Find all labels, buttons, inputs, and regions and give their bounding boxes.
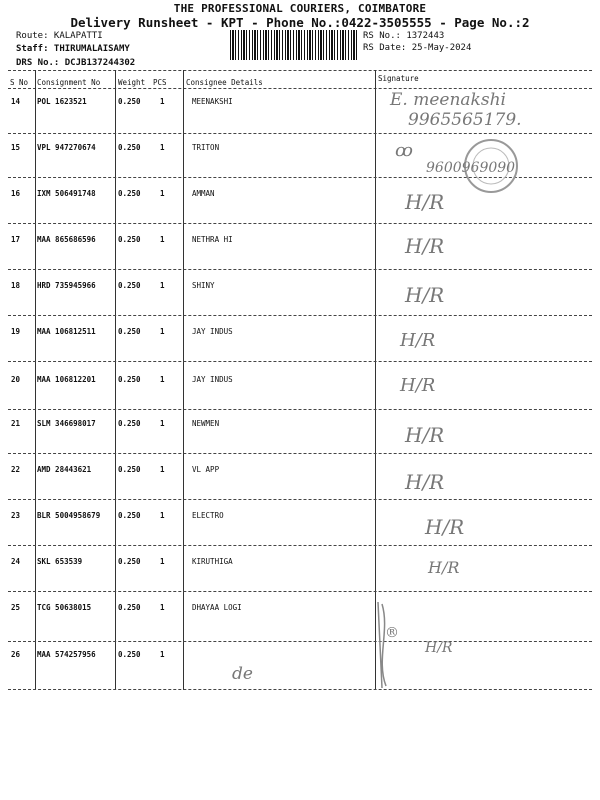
signature-hr: H/R [428,558,460,577]
row-consignee: DHAYAA LOGI [192,603,242,612]
signature-initial: ® [385,625,399,641]
row-weight: 0.250 [118,375,141,384]
row-consignment: BLR 5004958679 [37,511,101,520]
row-consignee: TRITON [192,143,220,152]
row-sno: 24 [11,557,21,566]
row-consignee: ELECTRO [192,511,224,520]
row-consignment: MAA 106812511 [37,327,96,336]
route-label: Route: KALAPATTI [16,31,103,41]
row-rule [8,361,592,362]
row-rule [8,453,592,454]
row-consignment: VPL 947270674 [37,143,96,152]
row-pcs: 1 [160,327,165,336]
col-weight: Weight [118,78,146,87]
row-rule [8,545,592,546]
signature-meenakshi: E. meenakshi [390,90,506,110]
row-pcs: 1 [160,419,165,428]
row-rule [8,689,592,690]
row-consignee: SHINY [192,281,215,290]
row-sno: 20 [11,375,21,384]
row-sno: 21 [11,419,21,428]
signature-hr: H/R [405,423,445,447]
row-pcs: 1 [160,511,165,520]
row-rule [8,223,592,224]
col-divider [35,70,36,690]
signature-hr: H/R [425,515,465,539]
row-consignment: SLM 346698017 [37,419,96,428]
header-top-rule [8,70,592,71]
row-weight: 0.250 [118,511,141,520]
row-weight: 0.250 [118,327,141,336]
row-weight: 0.250 [118,603,141,612]
signature-scribble: ꝏ [395,140,413,161]
row-weight: 0.250 [118,465,141,474]
row-weight: 0.250 [118,235,141,244]
row-weight: 0.250 [118,189,141,198]
row-sno: 23 [11,511,21,520]
signature-phone: 9600969090 [426,160,516,176]
row-sno: 18 [11,281,21,290]
col-divider [183,70,184,690]
row-consignee: KIRUTHIGA [192,557,233,566]
row-pcs: 1 [160,189,165,198]
row-pcs: 1 [160,235,165,244]
rs-number: RS No.: 1372443 [363,31,445,41]
header-bottom-rule [8,88,592,89]
signature-hr: H/R [400,375,436,396]
col-pcs: PCS [153,78,167,87]
row-weight: 0.250 [118,557,141,566]
row-consignee: JAY INDUS [192,327,233,336]
row-rule [8,409,592,410]
col-divider [115,70,116,690]
staff-label: Staff: THIRUMALAISAMY [16,44,130,54]
signature-hr: H/R [425,640,453,656]
signature-hr: H/R [405,234,445,258]
row-pcs: 1 [160,603,165,612]
row-weight: 0.250 [118,97,141,106]
row-consignment: MAA 574257956 [37,650,96,659]
row-pcs: 1 [160,97,165,106]
row-consignment: POL 1623521 [37,97,87,106]
company-name: THE PROFESSIONAL COURIERS, COIMBATORE [173,2,427,15]
row-sno: 25 [11,603,21,612]
row-consignee: AMMAN [192,189,215,198]
row-rule [8,641,592,642]
row-pcs: 1 [160,281,165,290]
row-sno: 26 [11,650,21,659]
signature-hr: H/R [405,190,445,214]
signature-hr: H/R [405,283,445,307]
row-consignment: TCG 50638015 [37,603,92,612]
row-consignment: AMD 28443621 [37,465,92,474]
col-consignment: Consignment No [37,78,101,87]
row-pcs: 1 [160,650,165,659]
runsheet-title: Delivery Runsheet - KPT - Phone No.:0422-3505555 - Page No.:2 [70,15,530,30]
signature-phone: 9965565179. [408,110,522,130]
row-pcs: 1 [160,375,165,384]
row-consignment: HRD 735945966 [37,281,96,290]
drs-number: DRS No.: DCJB137244302 [16,58,136,68]
row-consignment: MAA 106812201 [37,375,96,384]
signature-scribble: de [232,664,253,684]
row-sno: 16 [11,189,21,198]
row-weight: 0.250 [118,281,141,290]
row-sno: 22 [11,465,21,474]
row-pcs: 1 [160,557,165,566]
barcode [230,30,358,60]
col-sno: S No [10,78,29,87]
col-divider [375,70,376,690]
row-consignee: JAY INDUS [192,375,233,384]
signature-hr: H/R [400,330,436,351]
row-weight: 0.250 [118,650,141,659]
row-sno: 17 [11,235,21,244]
row-consignee: VL APP [192,465,220,474]
row-rule [8,133,592,134]
row-rule [8,269,592,270]
row-pcs: 1 [160,143,165,152]
row-pcs: 1 [160,465,165,474]
row-rule [8,499,592,500]
signature-hr: H/R [405,470,445,494]
rs-date: RS Date: 25-May-2024 [363,43,472,53]
row-consignee: NEWMEN [192,419,220,428]
row-sno: 14 [11,97,21,106]
row-consignment: IXM 506491748 [37,189,96,198]
row-consignment: SKL 653539 [37,557,83,566]
row-sno: 15 [11,143,21,152]
signature-stroke [372,600,402,690]
row-consignment: MAA 865686596 [37,235,96,244]
row-rule [8,591,592,592]
row-weight: 0.250 [118,419,141,428]
row-weight: 0.250 [118,143,141,152]
row-consignee: MEENAKSHI [192,97,233,106]
col-details: Consignee Details [186,78,263,87]
row-sno: 19 [11,327,21,336]
row-rule [8,315,592,316]
col-signature: Signature [378,74,419,83]
row-consignee: NETHRA HI [192,235,233,244]
